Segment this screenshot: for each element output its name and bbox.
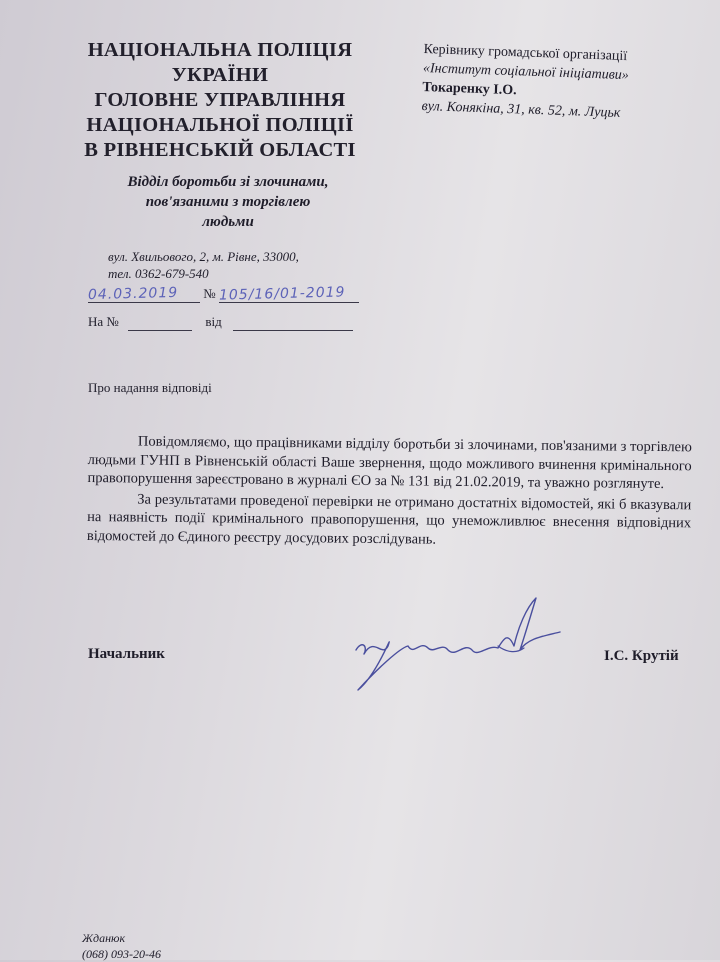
recipient-title: Керівнику громадської організації: [423, 41, 628, 65]
subject-line: Про надання відповіді: [88, 380, 212, 395]
reply-date-blank: [233, 314, 353, 331]
department-name: [78, 172, 378, 232]
org-line: В РІВНЕНСЬКІЙ ОБЛАСТІ: [84, 139, 356, 161]
reply-number-label: На №: [88, 314, 119, 329]
body-paragraph: Повідомляємо, що працівниками відділу боротьби зі злочинами, пов'язаними з торгівлею людьми ГУНП в Рівненській області Ваше звернення, щодо можливого вчинення кримінального правопорушення зареєстровано в журналі ЄО за № 131 від 21.02.2019, та уважно розглянуте.: [87, 433, 692, 493]
registration-line: [88, 286, 359, 303]
executor-phone: (068) 093-20-46: [82, 947, 161, 961]
reply-number-blank: [128, 314, 192, 331]
reg-date: 04.03.2019: [87, 284, 179, 304]
dept-line: пов'язаними з торгівлею: [145, 194, 311, 210]
dept-line: Відділ боротьби зі злочинами,: [127, 174, 329, 190]
recipient-block: [421, 40, 629, 123]
executor-name: Жданюк: [82, 931, 126, 945]
org-line: ГОЛОВНЕ УПРАВЛІННЯ: [94, 89, 346, 111]
sender-address: [108, 248, 299, 282]
reg-number: 105/16/01-2019: [218, 284, 346, 304]
phone-line: тел. 0362-679-540: [108, 266, 209, 281]
recipient-address: вул. Конякіна, 31, кв. 52, м. Луцьк: [421, 98, 621, 121]
executor-footer: [82, 930, 161, 962]
dept-line: людьми: [202, 214, 254, 230]
letter-body: [87, 432, 692, 553]
reply-reference-line: [88, 314, 353, 331]
reply-from-label: від: [205, 314, 222, 329]
org-line: УКРАЇНИ: [171, 64, 269, 86]
recipient-name: Токаренку І.О.: [422, 79, 517, 99]
recipient-organization: «Інститут соціальної ініціативи»: [422, 60, 630, 84]
body-paragraph: За результатами проведеної перевірки не отримано достатніх відомостей, які б вказували на наявність події кримінального правопорушення, що унеможливлює внесення відповідних відомостей до Єдиного реєстру досудових розслідувань.: [86, 491, 692, 548]
reg-number-field: [219, 286, 359, 303]
organization-header: [60, 38, 380, 163]
org-line: НАЦІОНАЛЬНА ПОЛІЦІЯ: [87, 39, 353, 61]
reg-number-label: №: [203, 286, 216, 301]
signer-name: І.С. Крутій: [604, 648, 679, 664]
org-line: НАЦІОНАЛЬНОЇ ПОЛІЦІЇ: [86, 114, 354, 136]
signer-title: Начальник: [88, 646, 165, 662]
reg-date-field: [88, 286, 200, 303]
address-line: вул. Хвильового, 2, м. Рівне, 33000,: [108, 249, 299, 264]
handwritten-signature: [348, 588, 568, 698]
